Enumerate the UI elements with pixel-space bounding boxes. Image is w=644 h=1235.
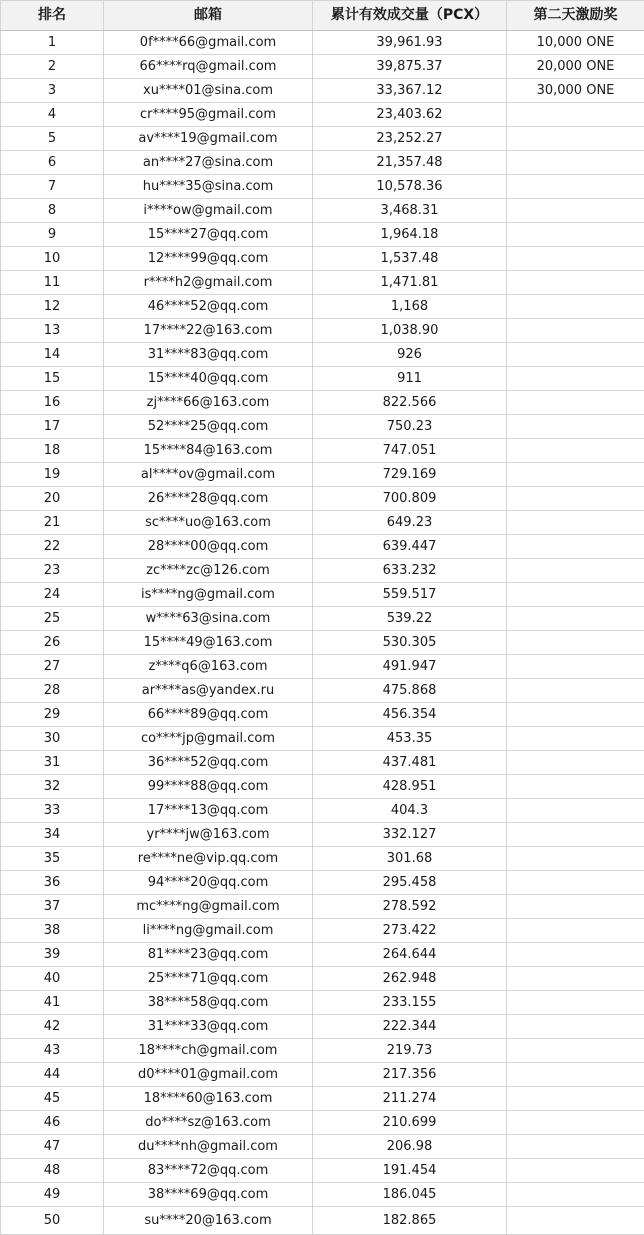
cell-volume: 559.517 <box>313 583 507 607</box>
cell-reward <box>507 439 644 463</box>
table-row <box>1 463 644 487</box>
cell-volume: 222.344 <box>313 1015 507 1039</box>
cell-volume: 428.951 <box>313 775 507 799</box>
cell-email: ar****as@yandex.ru <box>104 679 313 703</box>
cell-reward <box>507 247 644 271</box>
cell-volume: 191.454 <box>313 1159 507 1183</box>
table-row <box>1 967 644 991</box>
cell-reward <box>507 559 644 583</box>
cell-volume: 264.644 <box>313 943 507 967</box>
cell-email: d0****01@gmail.com <box>104 1063 313 1087</box>
cell-rank: 7 <box>1 175 104 199</box>
cell-email: is****ng@gmail.com <box>104 583 313 607</box>
cell-email: al****ov@gmail.com <box>104 463 313 487</box>
cell-reward <box>507 175 644 199</box>
table-row <box>1 127 644 151</box>
cell-volume: 301.68 <box>313 847 507 871</box>
table-row <box>1 991 644 1015</box>
cell-reward <box>507 967 644 991</box>
cell-reward <box>507 1207 644 1235</box>
header-volume: 累计有效成交量（PCX） <box>313 1 507 31</box>
table-row <box>1 343 644 367</box>
cell-rank: 40 <box>1 967 104 991</box>
cell-email: 18****60@163.com <box>104 1087 313 1111</box>
cell-email: cr****95@gmail.com <box>104 103 313 127</box>
cell-rank: 32 <box>1 775 104 799</box>
cell-reward <box>507 607 644 631</box>
table-row <box>1 103 644 127</box>
cell-reward <box>507 271 644 295</box>
cell-rank: 24 <box>1 583 104 607</box>
cell-volume: 219.73 <box>313 1039 507 1063</box>
table-row <box>1 535 644 559</box>
table-row <box>1 31 644 55</box>
cell-volume: 206.98 <box>313 1135 507 1159</box>
table-row <box>1 1207 644 1235</box>
cell-reward <box>507 151 644 175</box>
table-row <box>1 511 644 535</box>
cell-email: 52****25@qq.com <box>104 415 313 439</box>
cell-reward <box>507 1039 644 1063</box>
table-row <box>1 223 644 247</box>
cell-reward <box>507 199 644 223</box>
cell-volume: 491.947 <box>313 655 507 679</box>
table-row <box>1 799 644 823</box>
cell-volume: 39,961.93 <box>313 31 507 55</box>
cell-reward <box>507 775 644 799</box>
cell-reward <box>507 991 644 1015</box>
cell-rank: 21 <box>1 511 104 535</box>
table-row <box>1 871 644 895</box>
cell-email: 46****52@qq.com <box>104 295 313 319</box>
cell-rank: 26 <box>1 631 104 655</box>
cell-reward <box>507 391 644 415</box>
cell-email: 66****89@qq.com <box>104 703 313 727</box>
cell-rank: 14 <box>1 343 104 367</box>
cell-rank: 12 <box>1 295 104 319</box>
cell-rank: 10 <box>1 247 104 271</box>
cell-rank: 2 <box>1 55 104 79</box>
cell-volume: 273.422 <box>313 919 507 943</box>
cell-volume: 1,038.90 <box>313 319 507 343</box>
table-row <box>1 367 644 391</box>
cell-volume: 750.23 <box>313 415 507 439</box>
cell-rank: 44 <box>1 1063 104 1087</box>
cell-volume: 475.868 <box>313 679 507 703</box>
table-row <box>1 79 644 103</box>
cell-rank: 17 <box>1 415 104 439</box>
cell-rank: 33 <box>1 799 104 823</box>
cell-volume: 1,471.81 <box>313 271 507 295</box>
cell-email: 12****99@qq.com <box>104 247 313 271</box>
cell-rank: 29 <box>1 703 104 727</box>
cell-reward: 10,000 ONE <box>507 31 644 55</box>
cell-reward <box>507 415 644 439</box>
table-body <box>1 31 644 1235</box>
cell-reward <box>507 535 644 559</box>
table-row <box>1 319 644 343</box>
table-row <box>1 1087 644 1111</box>
cell-reward <box>507 343 644 367</box>
cell-email: 38****58@qq.com <box>104 991 313 1015</box>
table-row <box>1 247 644 271</box>
cell-reward <box>507 1183 644 1207</box>
table-row <box>1 151 644 175</box>
cell-email: 25****71@qq.com <box>104 967 313 991</box>
table-row <box>1 271 644 295</box>
cell-volume: 186.045 <box>313 1183 507 1207</box>
cell-rank: 16 <box>1 391 104 415</box>
cell-email: 15****49@163.com <box>104 631 313 655</box>
cell-volume: 1,964.18 <box>313 223 507 247</box>
table-row <box>1 919 644 943</box>
cell-volume: 404.3 <box>313 799 507 823</box>
cell-reward <box>507 1111 644 1135</box>
cell-reward <box>507 1063 644 1087</box>
table-row <box>1 1111 644 1135</box>
cell-rank: 37 <box>1 895 104 919</box>
cell-rank: 13 <box>1 319 104 343</box>
cell-reward <box>507 679 644 703</box>
table-row <box>1 487 644 511</box>
cell-volume: 639.447 <box>313 535 507 559</box>
cell-volume: 182.865 <box>313 1207 507 1235</box>
cell-reward <box>507 1159 644 1183</box>
cell-email: 31****83@qq.com <box>104 343 313 367</box>
cell-email: 0f****66@gmail.com <box>104 31 313 55</box>
cell-rank: 6 <box>1 151 104 175</box>
cell-reward: 20,000 ONE <box>507 55 644 79</box>
cell-email: 17****13@qq.com <box>104 799 313 823</box>
cell-volume: 1,537.48 <box>313 247 507 271</box>
cell-volume: 278.592 <box>313 895 507 919</box>
cell-reward <box>507 103 644 127</box>
cell-volume: 332.127 <box>313 823 507 847</box>
table-row <box>1 1159 644 1183</box>
cell-rank: 5 <box>1 127 104 151</box>
cell-rank: 4 <box>1 103 104 127</box>
cell-reward <box>507 511 644 535</box>
cell-reward <box>507 1015 644 1039</box>
cell-reward <box>507 487 644 511</box>
cell-email: w****63@sina.com <box>104 607 313 631</box>
cell-volume: 21,357.48 <box>313 151 507 175</box>
cell-reward <box>507 319 644 343</box>
cell-rank: 50 <box>1 1207 104 1235</box>
cell-volume: 23,252.27 <box>313 127 507 151</box>
cell-rank: 36 <box>1 871 104 895</box>
cell-volume: 437.481 <box>313 751 507 775</box>
cell-email: 26****28@qq.com <box>104 487 313 511</box>
cell-email: do****sz@163.com <box>104 1111 313 1135</box>
cell-reward <box>507 703 644 727</box>
cell-email: 18****ch@gmail.com <box>104 1039 313 1063</box>
cell-rank: 15 <box>1 367 104 391</box>
cell-reward <box>507 751 644 775</box>
table-row <box>1 175 644 199</box>
cell-email: 15****40@qq.com <box>104 367 313 391</box>
cell-volume: 539.22 <box>313 607 507 631</box>
cell-reward <box>507 463 644 487</box>
table-row <box>1 1183 644 1207</box>
cell-reward <box>507 871 644 895</box>
table-row <box>1 631 644 655</box>
cell-rank: 9 <box>1 223 104 247</box>
cell-volume: 3,468.31 <box>313 199 507 223</box>
cell-email: co****jp@gmail.com <box>104 727 313 751</box>
cell-volume: 217.356 <box>313 1063 507 1087</box>
cell-email: an****27@sina.com <box>104 151 313 175</box>
cell-rank: 43 <box>1 1039 104 1063</box>
table-row <box>1 583 644 607</box>
cell-email: 15****84@163.com <box>104 439 313 463</box>
cell-reward <box>507 1135 644 1159</box>
cell-email: 94****20@qq.com <box>104 871 313 895</box>
cell-rank: 39 <box>1 943 104 967</box>
cell-volume: 211.274 <box>313 1087 507 1111</box>
cell-volume: 1,168 <box>313 295 507 319</box>
cell-reward <box>507 727 644 751</box>
cell-rank: 46 <box>1 1111 104 1135</box>
cell-rank: 11 <box>1 271 104 295</box>
table-row <box>1 655 644 679</box>
cell-volume: 210.699 <box>313 1111 507 1135</box>
cell-email: li****ng@gmail.com <box>104 919 313 943</box>
cell-email: hu****35@sina.com <box>104 175 313 199</box>
cell-volume: 729.169 <box>313 463 507 487</box>
cell-reward <box>507 895 644 919</box>
cell-rank: 41 <box>1 991 104 1015</box>
cell-email: yr****jw@163.com <box>104 823 313 847</box>
table-row <box>1 439 644 463</box>
cell-reward <box>507 295 644 319</box>
table-row <box>1 727 644 751</box>
cell-volume: 233.155 <box>313 991 507 1015</box>
cell-volume: 911 <box>313 367 507 391</box>
cell-email: zc****zc@126.com <box>104 559 313 583</box>
cell-volume: 649.23 <box>313 511 507 535</box>
cell-email: r****h2@gmail.com <box>104 271 313 295</box>
cell-volume: 453.35 <box>313 727 507 751</box>
header-rank: 排名 <box>1 1 104 31</box>
cell-reward <box>507 631 644 655</box>
table-row <box>1 199 644 223</box>
cell-rank: 1 <box>1 31 104 55</box>
cell-reward <box>507 655 644 679</box>
cell-rank: 38 <box>1 919 104 943</box>
cell-reward <box>507 367 644 391</box>
cell-email: 83****72@qq.com <box>104 1159 313 1183</box>
table-row <box>1 295 644 319</box>
cell-reward <box>507 583 644 607</box>
table-row <box>1 55 644 79</box>
cell-volume: 530.305 <box>313 631 507 655</box>
cell-rank: 28 <box>1 679 104 703</box>
table-row <box>1 679 644 703</box>
cell-rank: 23 <box>1 559 104 583</box>
table-row <box>1 751 644 775</box>
table-row <box>1 1135 644 1159</box>
cell-email: zj****66@163.com <box>104 391 313 415</box>
cell-email: su****20@163.com <box>104 1207 313 1235</box>
cell-rank: 35 <box>1 847 104 871</box>
cell-volume: 295.458 <box>313 871 507 895</box>
header-row <box>1 1 644 31</box>
cell-email: sc****uo@163.com <box>104 511 313 535</box>
cell-rank: 22 <box>1 535 104 559</box>
cell-volume: 926 <box>313 343 507 367</box>
cell-email: 66****rq@gmail.com <box>104 55 313 79</box>
cell-rank: 34 <box>1 823 104 847</box>
table-row <box>1 943 644 967</box>
cell-email: 38****69@qq.com <box>104 1183 313 1207</box>
cell-email: 28****00@qq.com <box>104 535 313 559</box>
cell-email: xu****01@sina.com <box>104 79 313 103</box>
cell-volume: 633.232 <box>313 559 507 583</box>
table-row <box>1 1039 644 1063</box>
table-row <box>1 703 644 727</box>
cell-email: z****q6@163.com <box>104 655 313 679</box>
cell-rank: 47 <box>1 1135 104 1159</box>
cell-rank: 30 <box>1 727 104 751</box>
cell-reward <box>507 1087 644 1111</box>
table-row <box>1 415 644 439</box>
cell-email: 36****52@qq.com <box>104 751 313 775</box>
cell-reward <box>507 127 644 151</box>
table-row <box>1 1063 644 1087</box>
cell-rank: 25 <box>1 607 104 631</box>
cell-rank: 48 <box>1 1159 104 1183</box>
cell-rank: 49 <box>1 1183 104 1207</box>
cell-rank: 19 <box>1 463 104 487</box>
cell-rank: 27 <box>1 655 104 679</box>
cell-rank: 3 <box>1 79 104 103</box>
table-row <box>1 895 644 919</box>
cell-email: 99****88@qq.com <box>104 775 313 799</box>
cell-volume: 822.566 <box>313 391 507 415</box>
cell-email: re****ne@vip.qq.com <box>104 847 313 871</box>
cell-reward <box>507 799 644 823</box>
cell-email: av****19@gmail.com <box>104 127 313 151</box>
cell-volume: 39,875.37 <box>313 55 507 79</box>
cell-volume: 456.354 <box>313 703 507 727</box>
table-row <box>1 1015 644 1039</box>
table-row <box>1 559 644 583</box>
cell-rank: 20 <box>1 487 104 511</box>
cell-volume: 10,578.36 <box>313 175 507 199</box>
table-row <box>1 391 644 415</box>
cell-email: 31****33@qq.com <box>104 1015 313 1039</box>
table-row <box>1 775 644 799</box>
cell-volume: 33,367.12 <box>313 79 507 103</box>
cell-volume: 700.809 <box>313 487 507 511</box>
table-header <box>1 1 644 31</box>
cell-rank: 45 <box>1 1087 104 1111</box>
cell-rank: 8 <box>1 199 104 223</box>
cell-reward <box>507 919 644 943</box>
cell-email: 17****22@163.com <box>104 319 313 343</box>
cell-email: du****nh@gmail.com <box>104 1135 313 1159</box>
cell-email: 15****27@qq.com <box>104 223 313 247</box>
cell-rank: 31 <box>1 751 104 775</box>
cell-volume: 23,403.62 <box>313 103 507 127</box>
cell-reward: 30,000 ONE <box>507 79 644 103</box>
cell-reward <box>507 823 644 847</box>
cell-reward <box>507 847 644 871</box>
cell-volume: 747.051 <box>313 439 507 463</box>
cell-email: i****ow@gmail.com <box>104 199 313 223</box>
cell-email: mc****ng@gmail.com <box>104 895 313 919</box>
cell-reward <box>507 943 644 967</box>
cell-volume: 262.948 <box>313 967 507 991</box>
cell-rank: 18 <box>1 439 104 463</box>
header-reward: 第二天激励奖 <box>507 1 644 31</box>
header-email: 邮箱 <box>104 1 313 31</box>
table-row <box>1 823 644 847</box>
table-row <box>1 607 644 631</box>
cell-email: 81****23@qq.com <box>104 943 313 967</box>
cell-reward <box>507 223 644 247</box>
cell-rank: 42 <box>1 1015 104 1039</box>
table-row <box>1 847 644 871</box>
